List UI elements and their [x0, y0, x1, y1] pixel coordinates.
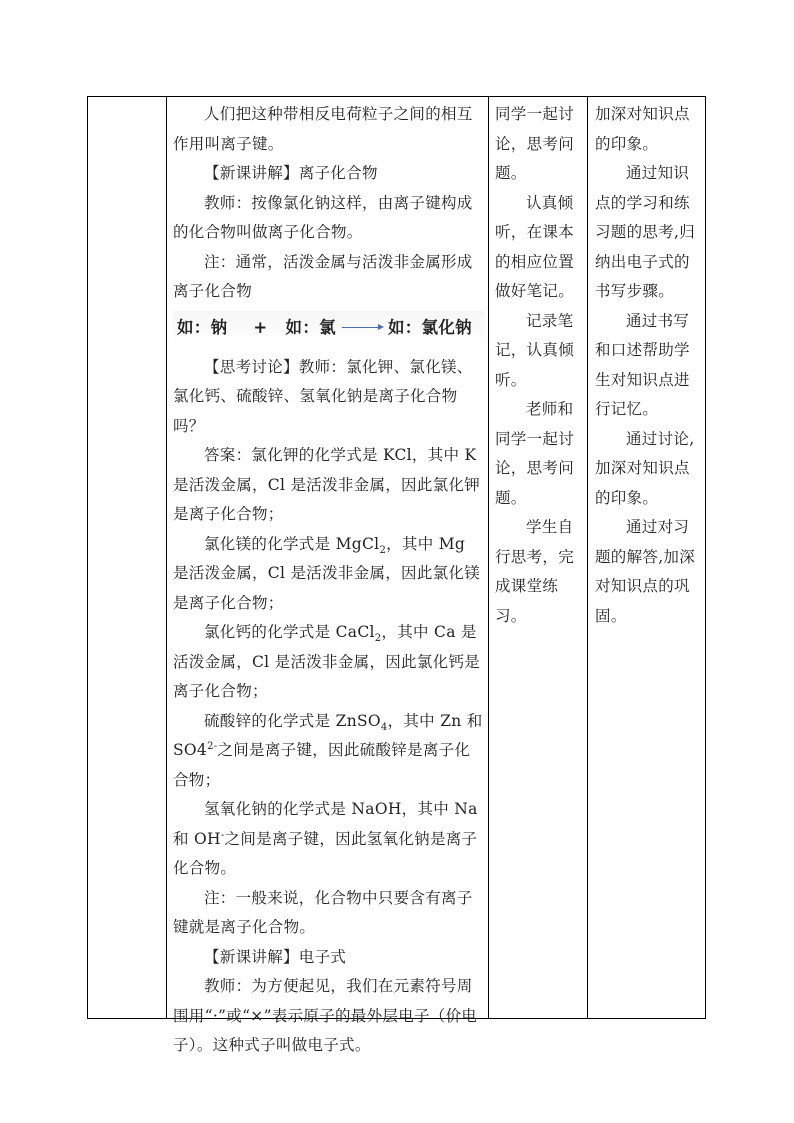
intro-paragraph: 人们把这种带相反电荷粒子之间的相互作用叫离子键。 — [173, 105, 473, 153]
design-purpose: 通过知识点的学习和练习题的思考,归纳出电子式的书写步骤。 — [595, 164, 696, 300]
design-purpose: 通过对习题的解答,加深对知识点的巩固。 — [595, 518, 696, 625]
student-activity: 老师和同学一起讨论，思考问题。 — [495, 400, 575, 507]
answer-paragraph: 答案：氯化钾的化学式是 KCl，其中 K 是活泼金属，Cl 是活泼非金属，因此氯化钾是离子化合物； — [173, 446, 481, 523]
answer-paragraph: 氯化钙的化学式是 CaCl$_2$，其中 Ca 是活泼金属，Cl 是活泼非金属，因此氯化钙是离子化合物； — [173, 623, 481, 700]
student-activity: 同学一起讨论，思考问题。 — [495, 105, 575, 182]
note-paragraph: 注：一般来说，化合物中只要含有离子键就是离子化合物。 — [173, 888, 473, 936]
equation-term-sodium: 如：钠 — [177, 317, 228, 337]
student-activity: 记录笔记，认真倾听。 — [495, 311, 575, 389]
answer-paragraph: 氯化镁的化学式是 MgCl$_2$，其中 Mg 是活泼金属，Cl 是活泼非金属，因此氯化镁是离子化合物； — [173, 534, 481, 612]
equation-plus: + — [253, 317, 268, 337]
student-activity: 认真倾听，在课本的相应位置做好笔记。 — [495, 193, 575, 300]
student-activity: 学生自行思考，完成课堂练习。 — [495, 518, 575, 625]
answer-paragraph: 氢氧化钠的化学式是 NaOH，其中 Na 和 OH-之间是离子键，因此氢氧化钠是离子化合物。 — [173, 800, 478, 877]
section-heading: 【新课讲解】电子式 — [204, 947, 347, 966]
teacher-paragraph: 教师：为方便起见，我们在元素符号周围用“·”或“×”表示原子的最外层电子（价电子）。这种式子叫做电子式。 — [173, 977, 478, 1054]
reaction-arrow-icon — [342, 327, 382, 328]
equation-term-chlorine: 如：氯 — [285, 317, 336, 337]
column-divider — [166, 96, 167, 1019]
design-purpose-column — [595, 100, 704, 631]
formation-equation — [173, 311, 485, 345]
design-purpose: 加深对知识点的印象。 — [595, 105, 690, 153]
design-purpose: 通过讨论,加深对知识点的印象。 — [595, 429, 695, 507]
teaching-content-column — [173, 100, 485, 1061]
column-divider — [488, 96, 489, 1019]
teacher-paragraph: 教师：按像氯化钠这样，由离子键构成的化合物叫做离子化合物。 — [173, 193, 473, 241]
answer-paragraph: 硫酸锌的化学式是 ZnSO$_4$，其中 Zn 和 $SO4^{2-}$之间是离子键，因此硫酸锌是离子化合物； — [173, 711, 483, 789]
note-paragraph: 注：通常，活泼金属与活泼非金属形成离子化合物 — [173, 252, 473, 300]
student-activity-column — [495, 100, 586, 631]
column-divider — [587, 96, 588, 1019]
section-heading: 【新课讲解】离子化合物 — [204, 164, 378, 182]
design-purpose: 通过书写和口述帮助学生对知识点进行记忆。 — [595, 311, 690, 418]
discussion-question: 【思考讨论】教师：氯化钾、氯化镁、氯化钙、硫酸锌、氢氧化钠是离子化合物吗？ — [173, 357, 473, 435]
equation-term-sodium-chloride: 如：氯化钠 — [387, 317, 472, 337]
